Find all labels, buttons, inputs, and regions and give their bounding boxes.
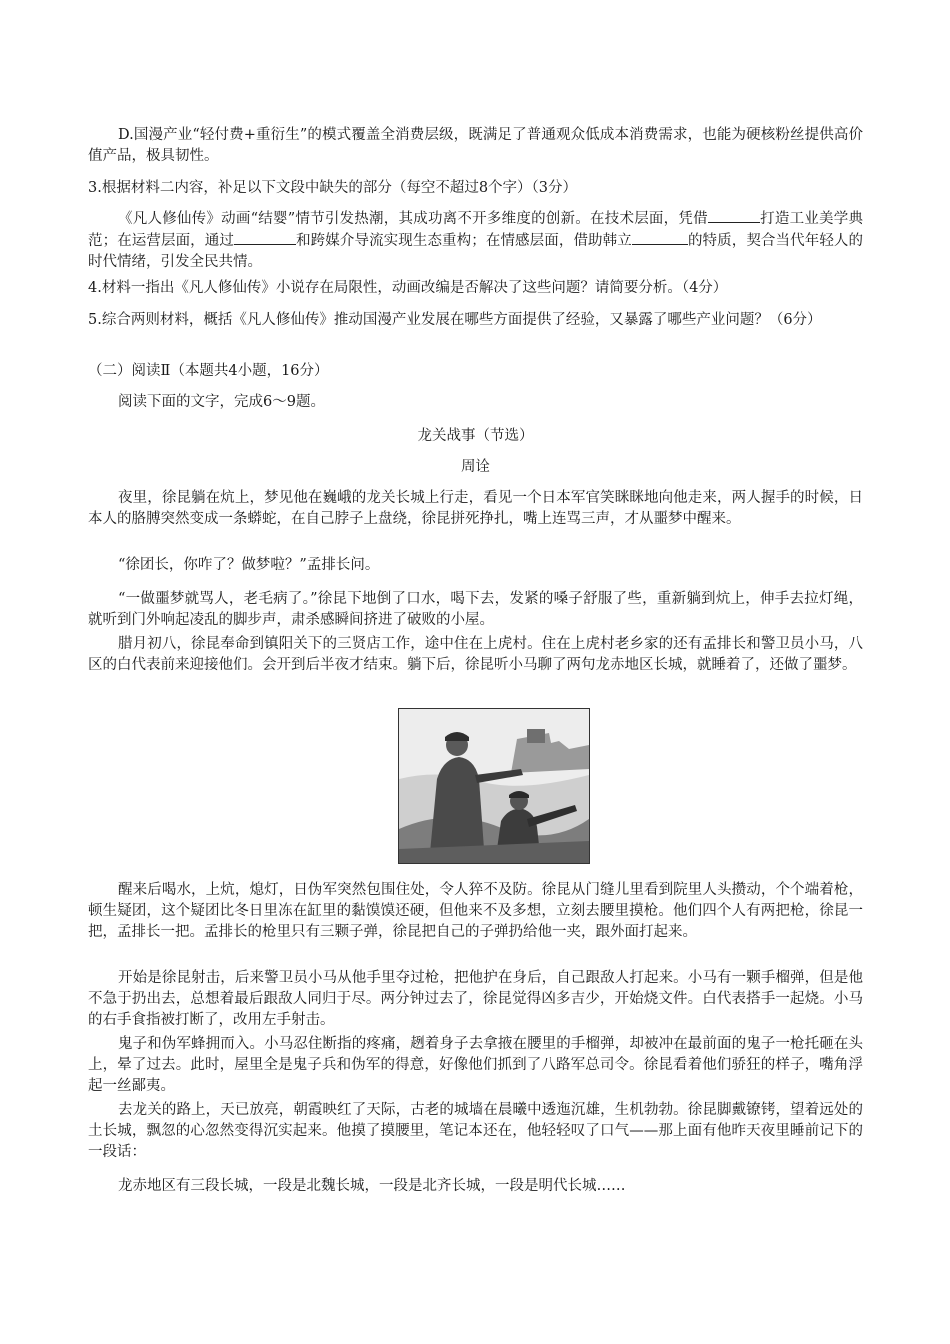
story-paragraph-4: 腊月初八，徐昆奉命到镇阳关下的三贤店工作，途中住在上虎村。住在上虎村老乡家的还有孟排长和警卫员小马，八区的白代表前来迎接他们。会开到后半夜才结束。躺下后，徐昆听小马聊了两句龙赤地区长城，就睡着了，还做了噩梦。 <box>88 636 863 673</box>
q3-blank-2[interactable] <box>234 230 296 245</box>
story-illustration <box>398 708 590 864</box>
story-title: 龙关战事（节选） <box>417 428 534 444</box>
option-d: D.国漫产业“轻付费+重衍生”的模式覆盖全消费层级，既满足了普通观众低成本消费需求，也能为硬核粉丝提供高价值产品，极具韧性。 <box>88 127 863 164</box>
q3-text-2: 打造工业美学典范；在运营层面，通过 <box>88 211 864 249</box>
question-5: 5.综合两则材料，概括《凡人修仙传》推动国漫产业发展在哪些方面提供了经验，又暴露了哪些产业问题？（6分） <box>88 312 822 328</box>
q3-text-1: 《凡人修仙传》动画“结婴”情节引发热潮，其成功离不开多维度的创新。在技术层面，凭借 <box>118 211 708 227</box>
reading-instruction: 阅读下面的文字，完成6～9题。 <box>118 394 325 410</box>
story-paragraph-9: 龙赤地区有三段长城，一段是北魏长城，一段是北齐长城，一段是明代长城…… <box>118 1178 626 1194</box>
q3-blank-3[interactable] <box>632 230 666 245</box>
story-paragraph-6: 开始是徐昆射击，后来警卫员小马从他手里夺过枪，把他护在身后，自己跟敌人打起来。小马有一颗手榴弹，但是他不急于扔出去，总想着最后跟敌人同归于尽。两分钟过去了，徐昆觉得凶多吉少，开始烧文件。白代表搭手一起烧。小马的右手食指被打断了，改用左手射击。 <box>88 970 863 1028</box>
q3-text-4: 的特质，契合当代年轻人的时代情绪，引发全民共情。 <box>88 233 864 270</box>
question-3-passage <box>88 208 863 273</box>
q3-blank-1[interactable] <box>708 208 754 223</box>
q3-text-3: 和跨媒介导流实现生态重构；在情感层面，借助韩立 <box>295 233 632 249</box>
story-paragraph-3: “一做噩梦就骂人，老毛病了。”徐昆下地倒了口水，喝下去，发紧的嗓子舒服了些，重新躺到炕上，伸手去拉灯绳，就听到门外响起凌乱的脚步声，肃杀感瞬间挤进了破败的小屋。 <box>88 591 863 628</box>
story-author: 周诠 <box>461 459 490 475</box>
story-paragraph-5: 醒来后喝水，上炕，熄灯，日伪军突然包围住处，令人猝不及防。徐昆从门缝儿里看到院里人头攒动，个个端着枪，顿生疑团，这个疑团比冬日里冻在缸里的黏馍馍还硬，但他来不及多想，立刻去腰里摸枪。他们四个人有两把枪，徐昆一把，孟排长一把。孟排长的枪里只有三颗子弹，徐昆把自己的子弹扔给他一夹，跟外面打起来。 <box>88 882 863 940</box>
soldiers-illustration-icon <box>399 709 589 863</box>
story-paragraph-1: 夜里，徐昆躺在炕上，梦见他在巍峨的龙关长城上行走，看见一个日本军官笑眯眯地向他走来，两人握手的时候，日本人的胳膊突然变成一条蟒蛇，在自己脖子上盘绕，徐昆拼死挣扎，嘴上连骂三声，才从噩梦中醒来。 <box>88 490 863 527</box>
question-3-stem: 3.根据材料二内容，补足以下文段中缺失的部分（每空不超过8个字）（3分） <box>88 180 578 196</box>
q3-blank-3-cont <box>666 230 688 245</box>
section-title: （二）阅读Ⅱ（本题共4小题，16分） <box>88 363 329 379</box>
story-paragraph-2: “徐团长，你咋了？做梦啦？”孟排长问。 <box>118 557 380 573</box>
story-paragraph-8: 去龙关的路上，天已放亮，朝霞映红了天际，古老的城墙在晨曦中透迤沉雄，生机勃勃。徐昆脚戴镣铐，望着远处的土长城，飘忽的心忽然变得沉实起来。他摸了摸腰里，笔记本还在，他轻轻叹了口气——那上面有他昨天夜里睡前记下的一段话： <box>88 1102 863 1160</box>
story-paragraph-7: 鬼子和伪军蜂拥而入。小马忍住断指的疼痛，趔着身子去拿掖在腰里的手榴弹，却被冲在最前面的鬼子一枪托砸在头上，晕了过去。此时，屋里全是鬼子兵和伪军的得意，好像他们抓到了八路军总司令。徐昆看着他们骄狂的样子，嘴角浮起一丝鄙夷。 <box>88 1036 863 1094</box>
question-4: 4.材料一指出《凡人修仙传》小说存在局限性，动画改编是否解决了这些问题？请简要分析。（4分） <box>88 280 728 296</box>
